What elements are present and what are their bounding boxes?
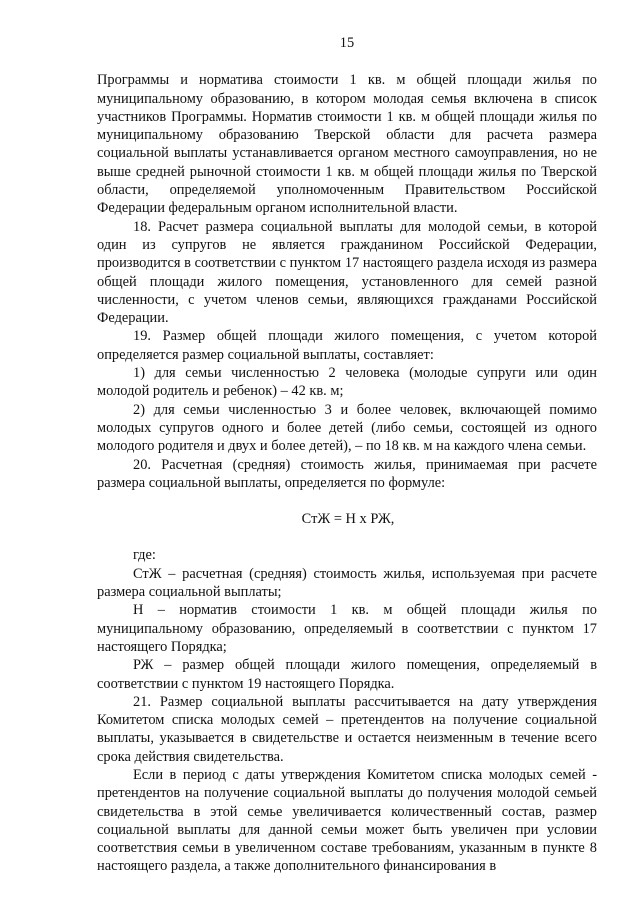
paragraph-18: 18. Расчет размера социальной выплаты для молодой семьи, в которой один из супругов не является гражданином Российской Федерации, производится в соответствии с пунктом 17 настоящего раздела исходя из размера общей площади жилого помещения, установленного для семей разной численности, с учетом членов семьи, являющихся гражданами Российской Федерации. [97,218,597,327]
definition-stzh: СтЖ – расчетная (средняя) стоимость жилья, используемая при расчете размера социальной выплаты; [97,565,597,601]
paragraph-20: 20. Расчетная (средняя) стоимость жилья, принимаемая при расчете размера социальной выплаты, определяется по формуле: [97,456,597,491]
paragraph-19-item-1: 1) для семьи численностью 2 человека (молодые супруги или один молодой родитель и ребенок) – 42 кв. м; [97,365,597,400]
paragraph-21: 21. Размер социальной выплаты рассчитывается на дату утверждения Комитетом списка молодых семей – претендентов на получение социальной выплаты, указывается в свидетельстве и остается неизменным в течение всего срока действия свидетельства. [97,693,597,765]
paragraph-21-continuation: Если в период с даты утверждения Комитетом списка молодых семей - претендентов на получение социальной выплаты до получения молодой семьей свидетельства в этой семье увеличивается количественный состав, размер социальной выплаты для данной семьи может быть увеличен при условии соответствия семьи в увеличенном составе требованиям, указанным в пункте 8 настоящего раздела, а также дополнительного финансирования в [97,766,597,875]
paragraph-continuation: Программы и норматива стоимости 1 кв. м общей площади жилья по муниципальному образованию, в котором молодая семья включена в список участников Программы. Норматив стоимости 1 кв. м общей площади жилья по муниципальному образованию Тверской области для расчета размера социальной выплаты устанавливается органом местного самоуправления, но не выше средней рыночной стоимости 1 кв. м общей площади жилья по Тверской области, определяемой уполномоченным Правительством Российской Федерации федеральным органом исполнительной власти. [97,72,597,217]
paragraph-19: 19. Размер общей площади жилого помещения, с учетом которой определяется размер социальной выплаты, составляет: [97,328,597,363]
formula: СтЖ = Н х РЖ, [301,511,395,528]
definition-n: Н – норматив стоимости 1 кв. м общей площади жилья по муниципальному образованию, определяемый в соответствии с пунктом 17 настоящего Порядка; [97,602,597,655]
definition-rzh: РЖ – размер общей площади жилого помещения, определяемый в соответствии с пунктом 19 настоящего Порядка. [97,657,597,692]
page-number: 15 [339,35,355,51]
paragraph-19-item-2: 2) для семьи численностью 3 и более человек, включающей помимо молодых супругов одного и более детей (либо семьи, состоящей из одного молодого родителя и двух и более детей), – по 18 кв. м на каждого члена семьи. [97,401,597,455]
document-page [97,34,597,876]
formula-where-label: где: [133,547,156,564]
